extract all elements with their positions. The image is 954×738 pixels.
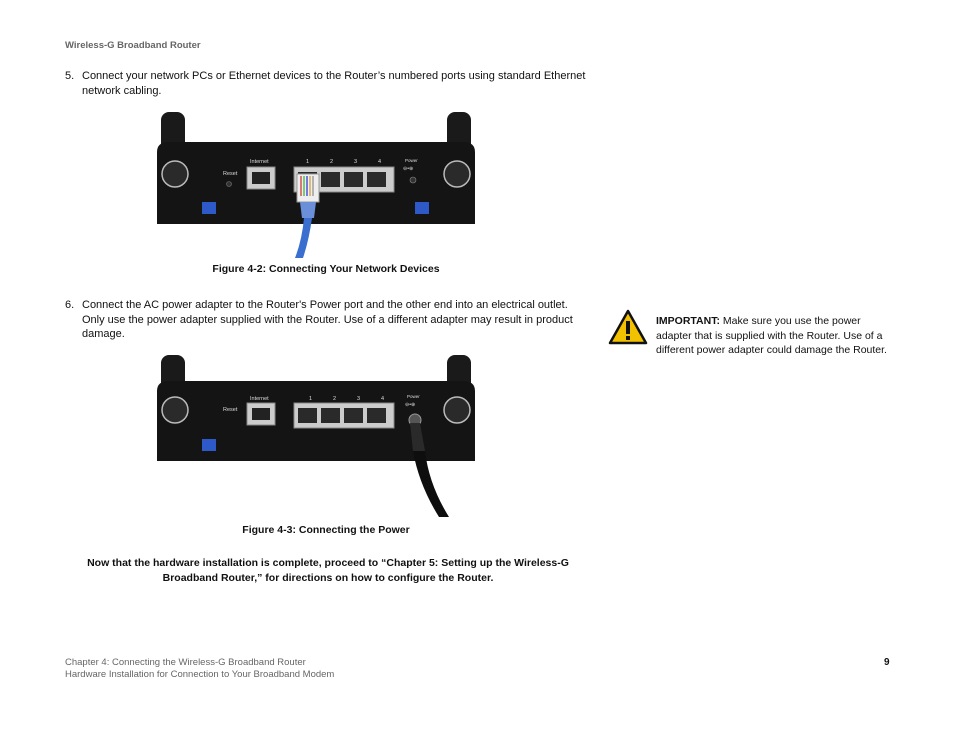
- closing-note: Now that the hardware installation is complete, proceed to “Chapter 5: Setting up the Wireless-G Broadband Router,” for directions on how to configure the Router.: [87, 557, 569, 584]
- step-number: 6.: [65, 299, 75, 311]
- step-5: [65, 69, 590, 98]
- footer: [65, 657, 334, 681]
- step-text: Connect the AC power adapter to the Router's Power port and the other end into an electrical outlet. Only use the power adapter supplied with the Router. Use of a different adapter may result in product damage.: [82, 299, 573, 340]
- page-number: 9: [884, 657, 890, 668]
- port-3-label: 3: [357, 396, 361, 402]
- internet-label: Internet: [250, 159, 269, 165]
- port-4-label: 4: [378, 159, 382, 165]
- footer-line-1: Chapter 4: Connecting the Wireless-G Broadband Router: [65, 657, 306, 668]
- warning-triangle-icon: [608, 309, 648, 345]
- footer-line-2: Hardware Installation for Connection to Your Broadband Modem: [65, 669, 335, 680]
- port-2-label: 2: [333, 396, 337, 402]
- step-text: Connect your network PCs or Ethernet devices to the Router’s numbered ports using standard Ethernet network cabling.: [82, 70, 586, 97]
- step-6: [65, 298, 590, 342]
- figure-router-power: [157, 355, 475, 517]
- reset-label: Reset: [223, 407, 238, 413]
- important-note: [656, 314, 896, 358]
- figure-router-ethernet: [157, 112, 475, 258]
- figure-caption: Figure 4-2: Connecting Your Network Devices: [212, 263, 440, 275]
- svg-text:⊖•⊕: ⊖•⊕: [405, 402, 416, 408]
- svg-text:⊖•⊕: ⊖•⊕: [403, 166, 414, 172]
- power-label: Power: [405, 158, 418, 163]
- port-1-label: 1: [309, 396, 313, 402]
- reset-label: Reset: [223, 171, 238, 177]
- important-label: IMPORTANT:: [656, 315, 720, 327]
- important-text: Make sure you use the power adapter that is supplied with the Router. Use of a different power adapter could damage the Router.: [656, 315, 887, 356]
- port-4-label: 4: [381, 396, 385, 402]
- running-header: Wireless-G Broadband Router: [65, 40, 201, 51]
- power-label: Power: [407, 394, 420, 399]
- port-3-label: 3: [354, 159, 358, 165]
- port-1-label: 1: [306, 159, 310, 165]
- figure-caption: Figure 4-3: Connecting the Power: [242, 524, 410, 536]
- port-2-label: 2: [330, 159, 334, 165]
- internet-label: Internet: [250, 396, 269, 402]
- step-number: 5.: [65, 70, 75, 82]
